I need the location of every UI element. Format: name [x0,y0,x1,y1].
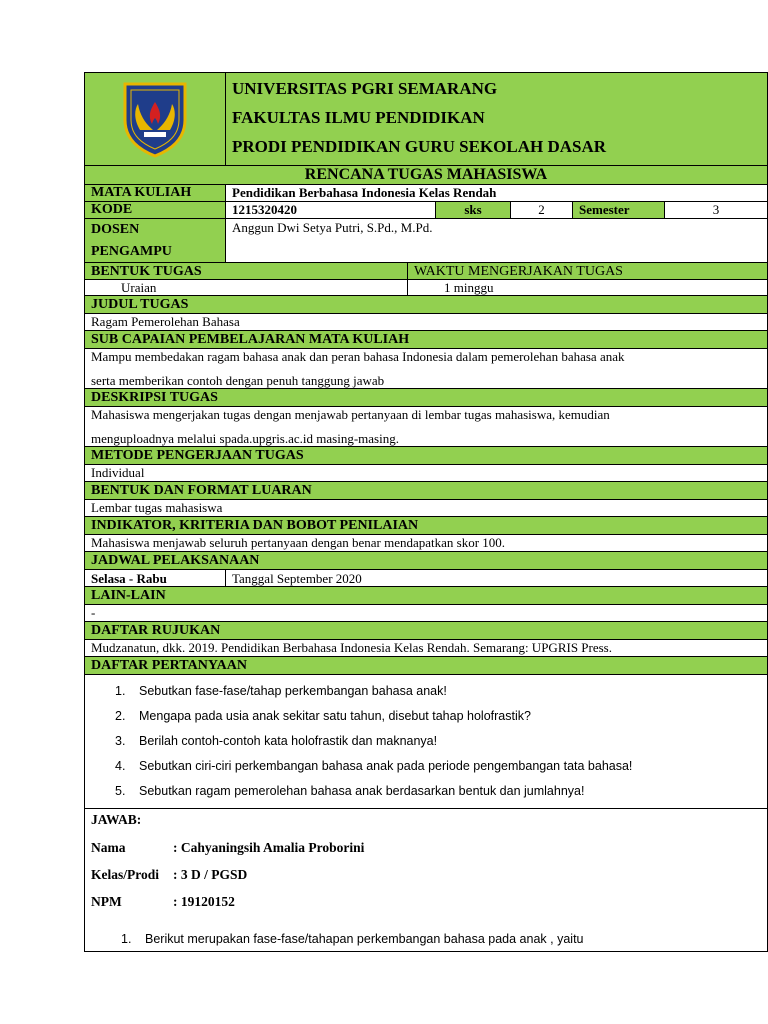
rujukan-label: DAFTAR RUJUKAN [91,623,221,638]
question-text: Berilah contoh-contoh kata holofrastik dan maknanya! [139,734,438,748]
sks-label: sks [435,202,510,218]
header-block [84,72,768,166]
kelas-line [91,866,761,893]
judul-label: JUDUL TUGAS [91,297,189,312]
deskripsi-value-row [84,407,768,447]
dosen-value: Anggun Dwi Setya Putri, S.Pd., M.Pd. [225,219,767,262]
jadwal-date: Tanggal September 2020 [225,570,767,586]
jawab-cell [85,809,767,951]
cpmk-value-row [84,349,768,389]
kode-label: KODE [85,202,225,218]
bentuk-tugas-label: BENTUK TUGAS [91,264,202,279]
pertanyaan-list-cell [85,675,767,808]
lain-header-row [84,587,768,605]
cpmk-header-row [84,331,768,349]
answer-text: Berikut merupakan fase-fase/tahapan perkembangan bahasa pada anak , yaitu [145,932,584,946]
question-text: Sebutkan ciri-ciri perkembangan bahasa anak pada periode pengembangan tata bahasa! [139,759,633,773]
question-number: 3. [115,734,126,748]
jawab-label: JAWAB: [91,812,142,827]
question-item [85,754,767,779]
luaran-header-row [84,482,768,500]
question-number: 4. [115,759,126,773]
semester-label: Semester [572,202,664,218]
cpmk-value [85,349,767,388]
bentuk-tugas-header-row [84,263,768,280]
luaran-label: BENTUK DAN FORMAT LUARAN [91,483,312,498]
judul-value-row [84,314,768,331]
question-text: Sebutkan fase-fase/tahap perkembangan bahasa anak! [139,684,447,698]
pertanyaan-header-row [84,657,768,675]
lain-value: - [91,605,96,620]
rujukan-header-row [84,622,768,640]
kelas-label: Kelas/Prodi [91,867,160,882]
answer-item [91,920,761,947]
jadwal-value-row [84,570,768,587]
kode-row [84,202,768,219]
metode-header-row [84,447,768,465]
dosen-label-line-1: DOSEN [91,222,140,237]
lain-label: LAIN-LAIN [91,588,166,603]
nama-line [91,839,761,866]
judul-value: Ragam Pemerolehan Bahasa [91,314,240,329]
answer-number: 1. [121,932,132,946]
mata-kuliah-label: MATA KULIAH [85,185,225,201]
pertanyaan-list-row [84,675,768,809]
jadwal-label: JADWAL PELAKSANAAN [91,553,260,568]
question-text: Mengapa pada usia anak sekitar satu tahun, disebut tahap holofrastik? [139,709,531,723]
indikator-value: Mahasiswa menjawab seluruh pertanyaan dengan benar mendapatkan skor 100. [91,535,506,550]
question-list [85,675,767,808]
sks-value: 2 [510,202,572,218]
title-row [84,166,768,185]
rujukan-value-row [84,640,768,657]
nama-value: : Cahyaningsih Amalia Proborini [173,840,365,855]
deskripsi-value-line-2: menguploadnya melalui spada.upgris.ac.id masing-masing. [91,431,399,446]
question-item [85,729,767,754]
question-item [85,704,767,729]
npm-value: : 19120152 [173,894,235,909]
luaran-value: Lembar tugas mahasiswa [91,500,223,515]
dosen-row [84,219,768,263]
dosen-label-line-2: PENGAMPU [91,244,172,259]
pertanyaan-label: DAFTAR PERTANYAAN [91,658,247,673]
judul-header-row [84,296,768,314]
metode-value-row [84,465,768,482]
lain-value-row [84,605,768,622]
header-titles [225,73,767,165]
indikator-header-row [84,517,768,535]
deskripsi-header-row [84,389,768,407]
indikator-label: INDIKATOR, KRITERIA DAN BOBOT PENILAIAN [91,518,419,533]
luaran-value-row [84,500,768,517]
mata-kuliah-value: Pendidikan Berbahasa Indonesia Kelas Rendah [225,185,767,201]
dosen-label [85,219,225,262]
deskripsi-value-line-1: Mahasiswa mengerjakan tugas dengan menjawab pertanyaan di lembar tugas mahasiswa, kemudian [91,407,610,422]
npm-line [91,893,761,920]
semester-value: 3 [664,202,767,218]
bentuk-tugas-value: Uraian [121,280,157,295]
document-title: RENCANA TUGAS MAHASISWA [304,166,548,183]
cpmk-value-line-1: Mampu membedakan ragam bahasa anak dan peran bahasa Indonesia dalam pemerolehan bahasa anak [91,349,625,364]
question-number: 1. [115,684,126,698]
faculty-name: FAKULTAS ILMU PENDIDIKAN [232,107,485,127]
cpmk-value-line-2: serta memberikan contoh dengan penuh tanggung jawab [91,373,385,388]
kode-value: 1215320420 [225,202,435,218]
question-item [85,779,767,804]
jawab-row [84,809,768,952]
deskripsi-value [85,407,767,446]
kelas-value: : 3 D / PGSD [173,867,248,882]
metode-value: Individual [91,465,145,480]
metode-label: METODE PENGERJAAN TUGAS [91,448,304,463]
bentuk-tugas-value-row [84,280,768,296]
assignment-document [84,72,768,952]
university-shield-icon [120,80,190,158]
nama-label: Nama [91,840,126,855]
npm-label: NPM [91,894,122,909]
program-name: PRODI PENDIDIKAN GURU SEKOLAH DASAR [232,136,607,156]
university-logo [85,73,225,165]
question-text: Sebutkan ragam pemerolehan bahasa anak berdasarkan bentuk dan jumlahnya! [139,784,585,798]
university-name: UNIVERSITAS PGRI SEMARANG [232,79,498,99]
deskripsi-label: DESKRIPSI TUGAS [91,390,218,405]
jadwal-header-row [84,552,768,570]
jadwal-day: Selasa - Rabu [91,571,167,586]
question-number: 2. [115,709,126,723]
question-item [85,679,767,704]
indikator-value-row [84,535,768,552]
question-number: 5. [115,784,126,798]
waktu-label: WAKTU MENGERJAKAN TUGAS [407,263,767,279]
waktu-value: 1 minggu [407,280,767,295]
rujukan-value: Mudzanatun, dkk. 2019. Pendidikan Berbahasa Indonesia Kelas Rendah. Semarang: UPGRIS Press. [91,640,612,655]
mata-kuliah-row [84,185,768,202]
cpmk-label: SUB CAPAIAN PEMBELAJARAN MATA KULIAH [91,332,410,347]
